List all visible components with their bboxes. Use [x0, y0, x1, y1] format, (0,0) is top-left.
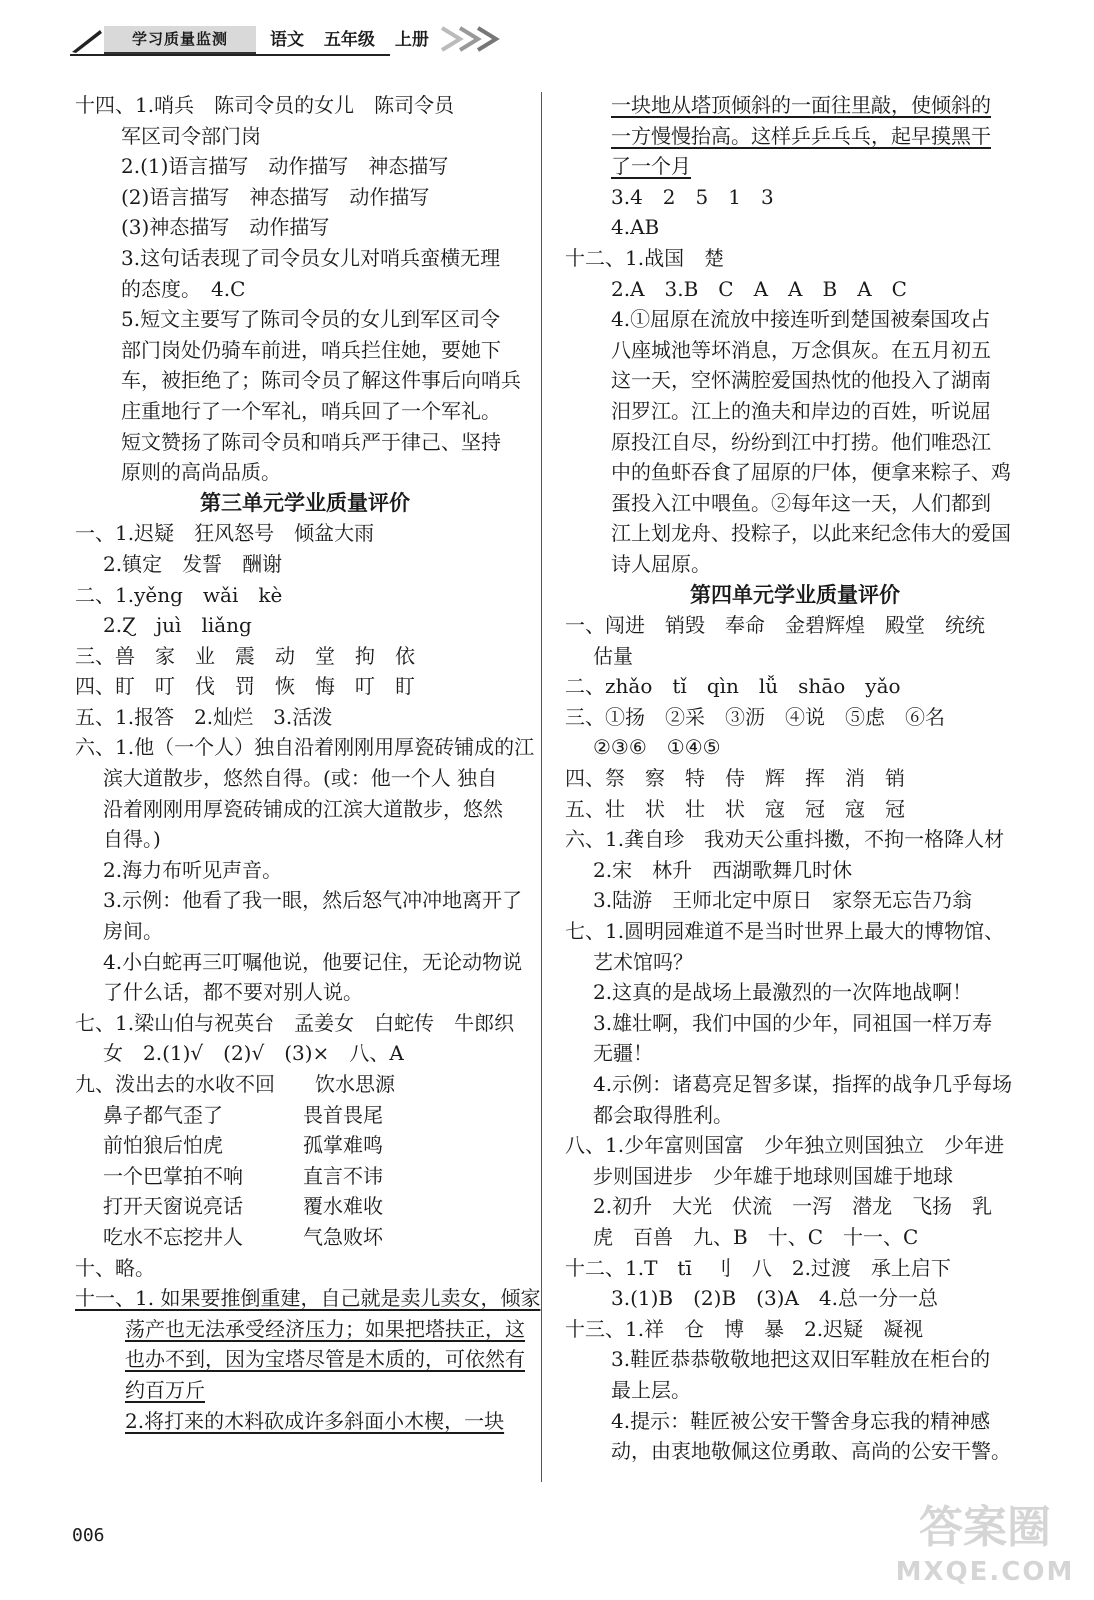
answer-line: ②③⑥ ①④⑤ — [593, 735, 721, 760]
column-divider — [541, 92, 542, 1482]
answer-line: 3.雄壮啊，我们中国的少年，同祖国一样万寿 — [593, 1010, 993, 1035]
answer-line: 八座城池等坏消息，万念俱灰。在五月初五 — [611, 337, 991, 362]
answer-line: 3.4 2 5 1 3 — [611, 184, 774, 209]
answer-line: 2.海力布听见声音。 — [103, 857, 283, 882]
answer-line: 艺术馆吗？ — [593, 949, 693, 974]
right-column — [565, 90, 1025, 1467]
answer-line: 四、盯 叮 伐 罚 恢 悔 叮 盯 — [75, 674, 415, 699]
answer-line: 庄重地行了一个军礼，哨兵回了一个军礼。 — [121, 398, 501, 423]
answer-line: 3.鞋匠恭恭敬敬地把这双旧军鞋放在柜台的 — [611, 1347, 991, 1372]
answer-line: 2.(1)语言描写 动作描写 神态描写 — [121, 154, 449, 179]
watermark-url: MXQE.COM — [895, 1557, 1075, 1587]
answer-line: 2.宋 林升 西湖歌舞几时休 — [593, 857, 853, 882]
answer-line: 4.示例：诸葛亮足智多谋，指挥的战争几乎每场 — [593, 1072, 1013, 1096]
chevron-decoration-icon — [438, 24, 518, 54]
answer-line: 4.提示：鞋匠被公安干警舍身忘我的精神感 — [611, 1408, 991, 1433]
answer-line: 3.这句话表现了司令员女儿对哨兵蛮横无理 — [121, 245, 501, 270]
answer-line: 也办不到，因为宝塔尽管是木质的，可依然有 — [125, 1347, 525, 1372]
answer-line: 原投江自尽，纷纷到江中打捞。他们唯恐江 — [611, 429, 991, 454]
answer-line: 4.小白蛇再三叮嘱他说，他要记住，无论动物说 — [103, 949, 523, 974]
answer-line: 2.这真的是战场上最激烈的一次阵地战啊！ — [593, 980, 973, 1005]
answer-line: 七、1.圆明园难道不是当时世界上最大的博物馆、 — [565, 919, 1005, 944]
answer-line: 诗人屈原。 — [611, 551, 711, 576]
answer-line: 3.陆游 王师北定中原日 家祭无忘告乃翁 — [593, 888, 973, 913]
answer-line: 十一、1. 如果要推倒重建，自己就是卖儿卖女，倾家 — [75, 1286, 541, 1311]
volume-label: 上册 — [394, 30, 429, 50]
answer-line: 一方慢慢抬高。这样乒乒乓乓，起早摸黑干 — [611, 123, 991, 148]
answer-line: 十、略。 — [75, 1255, 155, 1280]
answer-line: 八、1.少年富则国富 少年独立则国独立 少年进 — [565, 1133, 1005, 1158]
answer-line: 动，由衷地敬佩这位勇敢、高尚的公安干警。 — [611, 1439, 1011, 1464]
answer-line: 十二、1.T tī 刂 八 2.过渡 承上启下 — [565, 1255, 951, 1280]
answer-line: 四、祭 察 特 侍 辉 挥 消 销 — [565, 766, 905, 791]
answer-line: 最上层。 — [611, 1377, 691, 1402]
answer-line: 荡产也无法承受经济压力；如果把塔扶正，这 — [125, 1316, 525, 1341]
answer-line: 十四、1.哨兵 陈司令员的女儿 陈司令员 — [75, 93, 455, 117]
answer-line: 短文赞扬了陈司令员和哨兵严于律己、坚持 — [121, 429, 501, 454]
answer-line: 二、zhǎo tǐ qìn lǚ shāo yǎo — [565, 674, 901, 699]
answer-line: 自得。) — [103, 827, 161, 852]
answer-line: 一、1.迟疑 狂风怒号 倾盆大雨 — [75, 521, 375, 546]
pen-icon — [70, 26, 104, 54]
answer-line: (2)语言描写 神态描写 动作描写 — [121, 184, 430, 209]
grade-label: 五年级 — [323, 30, 375, 50]
book-info — [270, 28, 443, 52]
answer-line: 三、①扬 ②采 ③沥 ④说 ⑤虑 ⑥名 — [565, 704, 945, 729]
answer-line: 原则的高尚品质。 — [121, 460, 281, 485]
answer-line: 打开天窗说亮话 覆水难收 — [103, 1194, 383, 1219]
answer-line: 江上划龙舟、投粽子，以此来纪念伟大的爱国 — [611, 521, 1011, 546]
answer-line: 五、壮 状 壮 状 寇 冠 寇 冠 — [565, 796, 905, 821]
answer-line: 无疆！ — [593, 1041, 653, 1066]
answer-line: 十三、1.祥 仓 博 暴 2.迟疑 凝视 — [565, 1316, 924, 1341]
answer-line: 女 2.(1)√ (2)√ (3)× 八、A — [103, 1041, 404, 1066]
answer-line: 部门岗处仍骑车前进，哨兵拦住她，要她下 — [121, 337, 501, 362]
answer-line: 九、泼出去的水收不回 饮水思源 — [75, 1072, 395, 1096]
subject-label: 语文 — [270, 30, 304, 50]
answer-line: 前怕狼后怕虎 孤掌难鸣 — [103, 1133, 383, 1158]
answer-line: 4.①屈原在流放中接连听到楚国被秦国攻占 — [611, 307, 991, 332]
answer-line: 七、1.梁山伯与祝英台 孟姜女 白蛇传 牛郎织 — [75, 1010, 515, 1035]
series-badge: 学习质量监测 — [104, 26, 256, 55]
watermark — [890, 1500, 1080, 1595]
answer-line: 了什么话，都不要对别人说。 — [103, 980, 363, 1005]
answer-line: 约百万斤 — [125, 1377, 205, 1402]
answer-line: (3)神态描写 动作描写 — [121, 215, 330, 240]
answer-line: 2.将打来的木料砍成许多斜面小木楔，一块 — [125, 1408, 505, 1433]
header-rule — [70, 54, 390, 56]
answer-line: 估量 — [593, 643, 633, 668]
answer-line: 汨罗江。江上的渔夫和岸边的百姓，听说屈 — [611, 398, 991, 423]
answer-line: 2.初升 大光 伏流 一泻 潜龙 飞扬 乳 — [593, 1194, 993, 1219]
answer-line: 滨大道散步，悠然自得。(或：他一个人 独自 — [103, 766, 498, 791]
answer-line: 六、1.龚自珍 我劝天公重抖擞，不拘一格降人材 — [565, 827, 1005, 852]
answer-line: 十二、1.战国 楚 — [565, 245, 725, 270]
page-number: 006 — [72, 1525, 105, 1546]
answer-line: 沿着刚刚用厚瓷砖铺成的江滨大道散步，悠然 — [103, 796, 503, 821]
answer-line: 一个巴掌拍不响 直言不讳 — [103, 1163, 383, 1188]
answer-line: 2.A 3.B C A A B A C — [611, 276, 907, 301]
answer-line: 蛋投入江中喂鱼。②每年这一天，人们都到 — [611, 490, 991, 515]
answer-line: 房间。 — [103, 919, 163, 944]
answer-line: 5.短文主要写了陈司令员的女儿到军区司令 — [121, 307, 501, 332]
answer-line: 4.AB — [611, 215, 660, 240]
watermark-logo-text: 答案圈 — [919, 1502, 1051, 1553]
left-column — [75, 90, 541, 1436]
answer-line: 3.(1)B (2)B (3)A 4.总一分一总 — [611, 1286, 938, 1311]
answer-line: 这一天，空怀满腔爱国热忱的他投入了湖南 — [611, 368, 991, 393]
answer-line: 一块地从塔顶倾斜的一面往里敲，使倾斜的 — [611, 93, 991, 117]
answer-line: 吃水不忘挖井人 气急败坏 — [103, 1224, 383, 1249]
page-header — [70, 22, 530, 56]
answer-line: 步则国进步 少年雄于地球则国雄于地球 — [593, 1163, 953, 1188]
answer-line: 的态度。 4.C — [121, 276, 246, 301]
answer-line: 军区司令部门岗 — [121, 123, 261, 148]
answer-line: 鼻子都气歪了 畏首畏尾 — [103, 1102, 383, 1127]
answer-line: 都会取得胜利。 — [593, 1102, 733, 1127]
answer-line: 2.Ɀ juì liǎng — [103, 613, 252, 638]
answer-line: 六、1.他（一个人）独自沿着刚刚用厚瓷砖铺成的江 — [75, 735, 535, 760]
answer-line: 五、1.报答 2.灿烂 3.活泼 — [75, 704, 333, 729]
answer-line: 虎 百兽 九、B 十、C 十一、C — [593, 1224, 919, 1249]
answer-line: 3.示例：他看了我一眼，然后怒气冲冲地离开了 — [103, 888, 523, 913]
section-title: 第三单元学业质量评价 — [200, 489, 410, 515]
answer-line: 2.镇定 发誓 酬谢 — [103, 551, 283, 576]
answer-line: 车，被拒绝了；陈司令员了解这件事后向哨兵 — [121, 368, 521, 393]
section-title: 第四单元学业质量评价 — [690, 581, 900, 607]
answer-line: 了一个月 — [611, 154, 691, 179]
answer-line: 三、兽 家 业 震 动 堂 拘 依 — [75, 643, 415, 668]
answer-line: 二、1.yěng wǎi kè — [75, 582, 283, 607]
answer-line: 一、闯进 销毁 奉命 金碧辉煌 殿堂 统统 — [565, 613, 985, 638]
answer-line: 中的鱼虾吞食了屈原的尸体，便拿来粽子、鸡 — [611, 460, 1011, 485]
